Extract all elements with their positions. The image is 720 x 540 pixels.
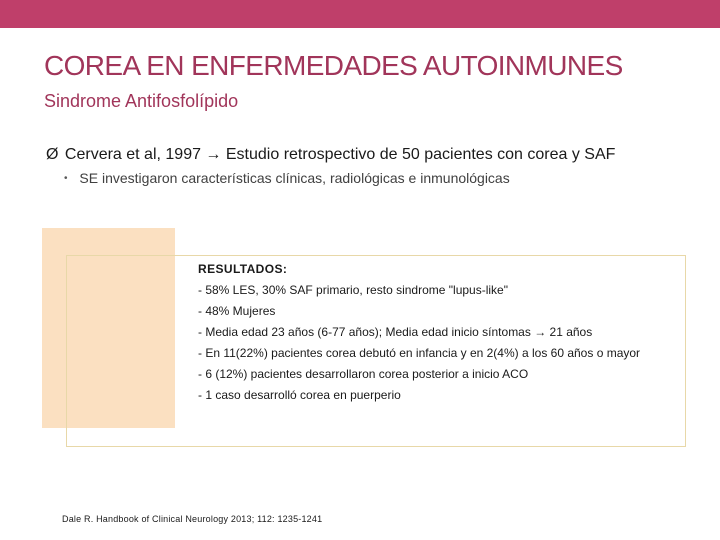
main-bullet xyxy=(46,146,615,164)
top-accent-bar xyxy=(0,0,720,28)
main-bullet-text: Cervera et al, 1997 → Estudio retrospectivo de 50 pacientes con corea y SAF xyxy=(64,146,616,163)
slide-subtitle: Sindrome Antifosfolípido xyxy=(44,91,239,111)
results-block xyxy=(198,262,678,409)
citation-reference: Dale R. Handbook of Clinical Neurology 2013; 112: 1235-1241 xyxy=(62,514,323,524)
results-line: - 48% Mujeres xyxy=(198,304,276,318)
slide-title: COREA EN ENFERMEDADES AUTOINMUNES xyxy=(44,50,623,81)
sub-bullet-text: SE investigaron características clínicas, radiológicas e inmunológicas xyxy=(79,170,510,186)
results-heading: RESULTADOS: xyxy=(198,262,288,276)
bullet-dot-icon: • xyxy=(64,173,68,184)
results-line: - 58% LES, 30% SAF primario, resto sindrome "lupus-like" xyxy=(198,283,508,297)
results-line: - En 11(22%) pacientes corea debutó en infancia y en 2(4%) a los 60 años o mayor xyxy=(198,346,641,360)
sub-bullet xyxy=(64,170,510,186)
results-line: - Media edad 23 años (6-77 años); Media edad inicio síntomas → 21 años xyxy=(198,325,593,339)
results-line: - 1 caso desarrolló corea en puerperio xyxy=(198,388,401,402)
bullet-arrow-icon: Ø xyxy=(46,146,59,163)
results-line: - 6 (12%) pacientes desarrollaron corea posterior a inicio ACO xyxy=(198,367,529,381)
